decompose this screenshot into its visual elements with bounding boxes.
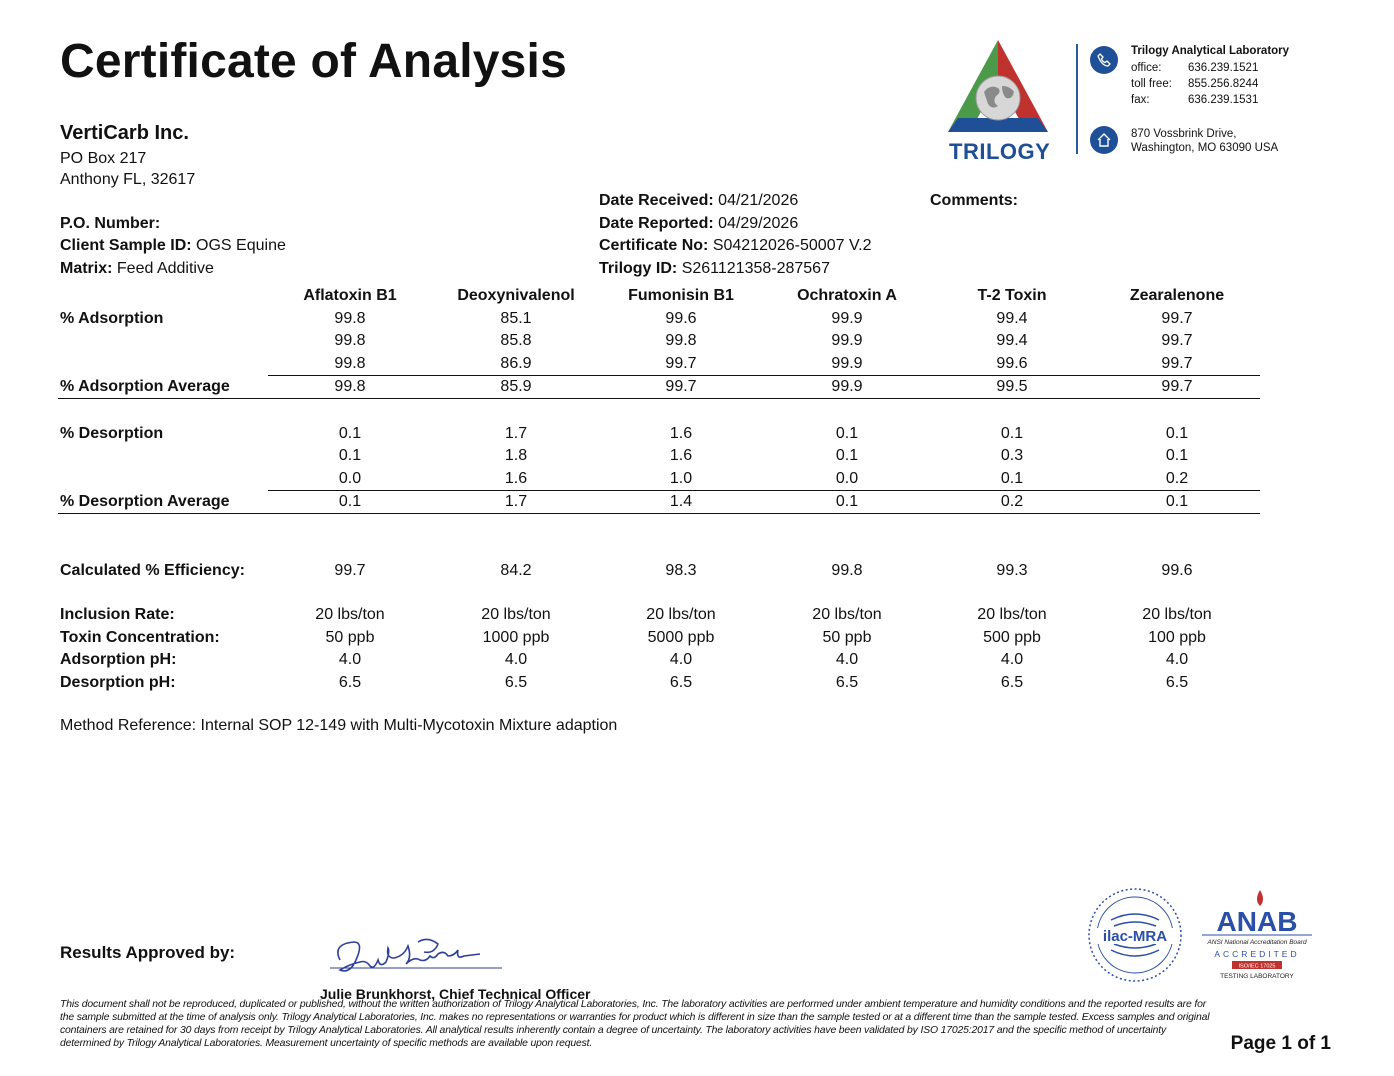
adsorption-row-cell: 99.6 — [665, 310, 697, 327]
divider-line — [268, 490, 1260, 491]
column-header: Deoxynivalenol — [457, 287, 575, 304]
adsorption-row-cell: 99.7 — [665, 355, 697, 372]
toxin-concentration-row-cell: 1000 ppb — [482, 629, 550, 646]
adsorption-ph-row-label: Adsorption pH: — [60, 651, 177, 668]
divider-line — [58, 398, 1260, 399]
adsorption-ph-row-cell: 4.0 — [504, 651, 528, 668]
office-phone: 636.239.1521 — [1188, 62, 1259, 74]
date-reported-label: Date Reported: — [599, 215, 714, 232]
results-approved-label: Results Approved by: — [60, 943, 236, 962]
column-header: Fumonisin B1 — [628, 287, 734, 304]
po-number-field — [60, 215, 160, 233]
adsorption-row-cell: 99.8 — [334, 332, 366, 349]
certificate-no-field — [599, 237, 871, 255]
adsorption-row-cell: 99.4 — [996, 332, 1028, 349]
desorption-row-cell: 1.8 — [504, 447, 528, 464]
desorption-average-row-cell: 1.7 — [504, 493, 528, 510]
adsorption-row-cell: 99.8 — [334, 355, 366, 372]
trilogy-id-field — [599, 260, 830, 278]
fax-number: 636.239.1531 — [1188, 94, 1259, 106]
efficiency-row-cell: 98.3 — [665, 562, 697, 579]
adsorption-average-row-cell: 99.7 — [1161, 378, 1193, 395]
tollfree-phone: 855.256.8244 — [1188, 78, 1259, 90]
adsorption-row-cell: 99.4 — [996, 310, 1028, 327]
desorption-row-cell: 1.6 — [669, 447, 693, 464]
client-address-line2: Anthony FL, 32617 — [60, 171, 196, 188]
inclusion-rate-row-cell: 20 lbs/ton — [977, 606, 1047, 623]
adsorption-average-row-cell: 99.7 — [665, 378, 697, 395]
fax-label: fax: — [1131, 94, 1150, 106]
trilogy-id-label: Trilogy ID: — [599, 260, 678, 277]
desorption-row-cell: 0.1 — [1000, 425, 1024, 442]
lab-name: Trilogy Analytical Laboratory — [1131, 45, 1290, 57]
ilac-mra-logo — [1086, 886, 1184, 984]
trilogy-logo — [940, 36, 1056, 136]
anab-subtitle: ANSI National Accreditation Board — [1207, 939, 1307, 946]
divider-line — [268, 375, 1260, 376]
column-header: Zearalenone — [1129, 287, 1225, 304]
testing-laboratory-text: TESTING LABORATORY — [1220, 973, 1294, 980]
desorption-row-cell: 0.1 — [338, 447, 362, 464]
toxin-concentration-row-cell: 5000 ppb — [647, 629, 715, 646]
desorption-row-cell: 0.1 — [835, 425, 859, 442]
column-header: Ochratoxin A — [797, 287, 897, 304]
office-label: office: — [1131, 62, 1162, 74]
toxin-concentration-row-cell: 50 ppb — [325, 629, 375, 646]
adsorption-average-row-cell: 99.5 — [996, 378, 1028, 395]
comments-label: Comments: — [930, 192, 1019, 209]
trilogy-id-value: S261121358-287567 — [681, 260, 830, 277]
phone-icon — [1090, 46, 1118, 74]
desorption-row-cell: 0.1 — [1165, 447, 1189, 464]
desorption-ph-row-cell: 6.5 — [669, 674, 693, 691]
globe-icon — [976, 76, 1020, 120]
accredited-text: ACCREDITED — [1214, 949, 1300, 959]
desorption-row-cell: 1.7 — [504, 425, 528, 442]
adsorption-average-row-cell: 99.9 — [831, 378, 863, 395]
desorption-average-row-cell: 1.4 — [669, 493, 693, 510]
efficiency-row-cell: 99.8 — [831, 562, 863, 579]
desorption-row-cell: 0.0 — [338, 470, 362, 487]
desorption-row-cell: 0.0 — [835, 470, 859, 487]
adsorption-row-label: % Adsorption — [60, 310, 164, 327]
adsorption-row-cell: 85.1 — [500, 310, 532, 327]
adsorption-row-cell: 99.7 — [1161, 332, 1193, 349]
home-icon — [1090, 126, 1118, 154]
lab-address-line1: 870 Vossbrink Drive, — [1131, 128, 1237, 140]
efficiency-row-cell: 99.3 — [996, 562, 1028, 579]
desorption-row-cell: 0.1 — [1165, 425, 1189, 442]
date-received-field — [599, 192, 798, 210]
desorption-row-cell: 0.1 — [835, 447, 859, 464]
divider-line — [58, 513, 1260, 514]
desorption-row-cell: 0.3 — [1000, 447, 1024, 464]
po-number-label: P.O. Number: — [60, 215, 161, 232]
desorption-ph-row-cell: 6.5 — [835, 674, 859, 691]
desorption-row-cell: 0.1 — [338, 425, 362, 442]
adsorption-row-cell: 99.7 — [1161, 310, 1193, 327]
header-divider — [1076, 44, 1078, 154]
anab-logo — [1198, 886, 1316, 982]
page-title: Certificate of Analysis — [60, 35, 567, 88]
adsorption-average-row-cell: 85.9 — [500, 378, 532, 395]
adsorption-row-cell: 99.7 — [1161, 355, 1193, 372]
date-received-label: Date Received: — [599, 192, 714, 209]
signature-image — [326, 934, 506, 986]
adsorption-row-cell: 85.8 — [500, 332, 532, 349]
certificate-no-value: S04212026-50007 V.2 — [712, 237, 872, 254]
adsorption-average-row-label: % Adsorption Average — [60, 378, 230, 395]
inclusion-rate-row-label: Inclusion Rate: — [60, 606, 175, 623]
trilogy-brand: TRILOGY — [949, 139, 1051, 164]
desorption-ph-row-label: Desorption pH: — [60, 674, 176, 691]
adsorption-ph-row-cell: 4.0 — [338, 651, 362, 668]
desorption-row-cell: 1.6 — [669, 425, 693, 442]
ilac-mra-text: ilac-MRA — [1102, 928, 1168, 945]
date-reported-value: 04/29/2026 — [718, 215, 799, 232]
desorption-row-cell: 1.0 — [669, 470, 693, 487]
inclusion-rate-row-cell: 20 lbs/ton — [812, 606, 882, 623]
efficiency-row-cell: 99.7 — [334, 562, 366, 579]
desorption-average-row-cell: 0.1 — [1165, 493, 1189, 510]
signer-name: Julie Brunkhorst, Chief Technical Officer — [320, 986, 591, 1002]
adsorption-row-cell: 99.8 — [334, 310, 366, 327]
matrix-field — [60, 260, 214, 278]
client-sample-id-value: OGS Equine — [196, 237, 286, 254]
anab-text: ANAB — [1216, 906, 1298, 937]
tollfree-label: toll free: — [1131, 78, 1172, 90]
desorption-average-row-label: % Desorption Average — [60, 493, 230, 510]
date-reported-field — [599, 215, 798, 233]
inclusion-rate-row-cell: 20 lbs/ton — [315, 606, 385, 623]
desorption-row-label: % Desorption — [60, 425, 164, 442]
column-header: T-2 Toxin — [977, 287, 1047, 304]
desorption-ph-row-cell: 6.5 — [338, 674, 362, 691]
desorption-ph-row-cell: 6.5 — [1000, 674, 1024, 691]
adsorption-row-cell: 99.9 — [831, 332, 863, 349]
desorption-ph-row-cell: 6.5 — [504, 674, 528, 691]
column-header: Aflatoxin B1 — [303, 287, 397, 304]
inclusion-rate-row-cell: 20 lbs/ton — [481, 606, 551, 623]
desorption-row-cell: 0.1 — [1000, 470, 1024, 487]
adsorption-row-cell: 99.8 — [665, 332, 697, 349]
adsorption-average-row-cell: 99.8 — [334, 378, 366, 395]
certificate-no-label: Certificate No: — [599, 237, 709, 254]
toxin-concentration-row-label: Toxin Concentration: — [60, 629, 220, 646]
desorption-average-row-cell: 0.2 — [1000, 493, 1024, 510]
client-sample-id-label: Client Sample ID: — [60, 237, 192, 254]
desorption-ph-row-cell: 6.5 — [1165, 674, 1189, 691]
page-number: Page 1 of 1 — [1230, 1033, 1331, 1054]
efficiency-row-cell: 99.6 — [1161, 562, 1193, 579]
adsorption-ph-row-cell: 4.0 — [669, 651, 693, 668]
method-reference: Method Reference: Internal SOP 12-149 with Multi-Mycotoxin Mixture adaption — [60, 717, 618, 734]
lab-address-line2: Washington, MO 63090 USA — [1131, 142, 1279, 154]
iso-badge: ISO/IEC 17025 — [1238, 963, 1276, 970]
toxin-concentration-row-cell: 50 ppb — [822, 629, 872, 646]
desorption-average-row-cell: 0.1 — [835, 493, 859, 510]
disclaimer: This document shall not be reproduced, duplicated or published, without the written authorization of Trilogy Analytical Laboratories, Inc. The laboratory activities are performed under ambient temperature and humidity conditions and the reported results are for the sample submitted at the time of analysis only. Trilogy Analytical Laboratories, Inc. makes no representations or warranties for product which is different in size than the sample tested or at a different time than the sample tested. Excess samples and original containers are retained for 30 days from receipt by Trilogy Analytical Laboratories. All analytical results inherently contain a degree of uncertainty. The laboratory activities have been validated by ISO 17025:2017 and the specific method of uncertainty determined by Trilogy Analytical Laboratories. Measurement uncertainty of specific methods are available upon request. — [60, 999, 1210, 1049]
date-received-value: 04/21/2026 — [718, 192, 799, 209]
inclusion-rate-row-cell: 20 lbs/ton — [1142, 606, 1212, 623]
matrix-label: Matrix: — [60, 260, 113, 277]
desorption-average-row-cell: 0.1 — [338, 493, 362, 510]
toxin-concentration-row-cell: 500 ppb — [983, 629, 1041, 646]
adsorption-row-cell: 99.9 — [831, 310, 863, 327]
efficiency-row-label: Calculated % Efficiency: — [60, 562, 245, 579]
toxin-concentration-row-cell: 100 ppb — [1148, 629, 1206, 646]
inclusion-rate-row-cell: 20 lbs/ton — [646, 606, 716, 623]
adsorption-ph-row-cell: 4.0 — [835, 651, 859, 668]
adsorption-row-cell: 86.9 — [500, 355, 532, 372]
adsorption-row-cell: 99.9 — [831, 355, 863, 372]
adsorption-row-cell: 99.6 — [996, 355, 1028, 372]
efficiency-row-cell: 84.2 — [500, 562, 532, 579]
desorption-row-cell: 0.2 — [1165, 470, 1189, 487]
client-address-line1: PO Box 217 — [60, 150, 147, 167]
adsorption-ph-row-cell: 4.0 — [1165, 651, 1189, 668]
client-sample-id-field — [60, 237, 286, 255]
client-name: VertiCarb Inc. — [60, 122, 189, 144]
adsorption-ph-row-cell: 4.0 — [1000, 651, 1024, 668]
desorption-row-cell: 1.6 — [504, 470, 528, 487]
matrix-value: Feed Additive — [116, 260, 214, 277]
